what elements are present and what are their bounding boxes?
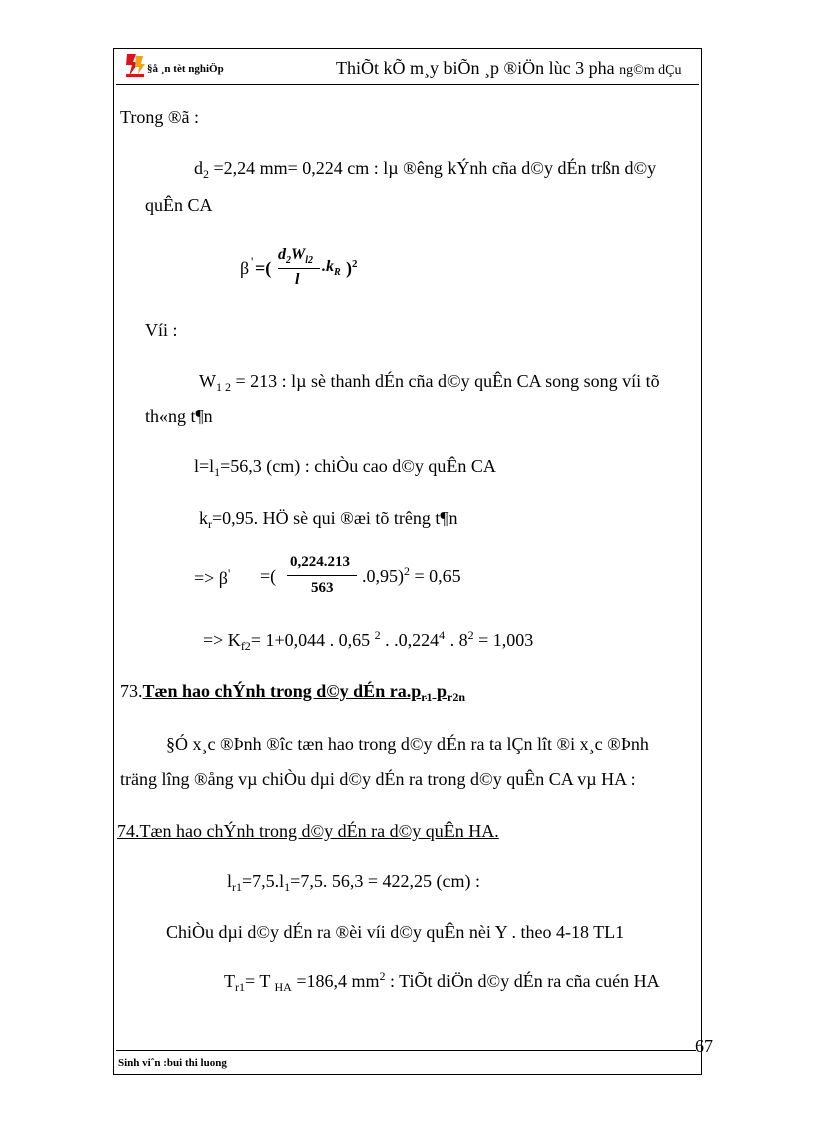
page-number: 67 [695,1036,713,1056]
header-title-small: ng©m dÇu [619,63,682,78]
header-left-text: §å ¸n tèt nghiÖp [147,63,224,75]
w-line-1: $W_{1 2} = 213$ : lµ sè thanh dÉn cña d©y quÊn CA song song víi tõ [199,371,660,394]
beta-close: )$^2$ [346,258,358,278]
school-logo-icon [124,52,146,78]
lr1-line: $l_{r1}=7,5.l_1=7,5$. 56,3 = 422,25 (cm) : [227,871,480,894]
d2-symbol: d [194,158,203,178]
beta-calc-tail: .0,95)$^2$ = 0,65 [362,564,461,586]
d2-sub: 2 [203,167,209,181]
beta-eq: =( [255,258,272,278]
trong-do-label: Trong ®ã : [120,107,200,127]
l-line: $l=l_1=56,3$ (cm) : chiÒu cao d©y quÊn CA [194,456,496,479]
d2-line-2: quÊn CA [145,195,213,215]
kr-line: $k_r=0,95$. HÖ sè qui ®æi tõ trêng t¶n [199,508,458,531]
beta-prime: ' [251,254,254,269]
section-74-heading: 74.Tæn hao chÝnh trong d©y dÉn ra d©y quÊn HA. [117,821,499,841]
beta-fraction-den: l [295,271,300,288]
section-73-heading: 73.Tæn hao chÝnh trong d©y dÉn $ra.p_{r1}$ $p_{r2n}$ [120,681,466,704]
header-title-main: ThiÕt kÕ m¸y biÕn ¸p ®iÖn lùc 3 pha [336,58,615,78]
para-1-line-1: §Ó x¸c ®Þnh ®îc tæn hao trong d©y dÉn ra ta lÇn lît ®i x¸c ®Þnh [166,734,649,754]
footer-rule [116,1050,696,1051]
beta-calc-den: 563 [311,580,334,596]
footer-student: Sinh viˆn :bui thi luong [118,1057,227,1069]
header-title [336,58,682,79]
chieu-dai-line: ChiÒu dµi d©y dÉn ra ®èi víi d©y quÊn nèi Y . theo 4-18 TL1 [166,922,625,942]
w-line-2: th«ng t¶n [145,406,213,426]
beta-calc-bar [287,575,357,576]
beta-k: $.k_R$ [322,258,341,278]
d2-text: =2,24 mm= 0,224 cm : lµ ®êng kÝnh cña d©y dÉn trßn d©y [209,158,657,178]
voi-label: Víi : [145,320,178,340]
header-rule [116,84,699,85]
beta-fraction-num: $d_2W_{l2}$ [278,246,314,266]
beta-calc-eq: =( [260,566,277,586]
para-1-line-2: träng lîng ®ång vµ chiÒu dµi d©y dÉn ra trong d©y quÊn CA vµ HA : [120,769,636,789]
d2-line-1 [194,157,656,179]
beta-symbol: β [240,258,250,278]
kf2-calc: => $K_{f2}= 1+0,044$ . 0,65 $^2$ . .0,224$^4$ . $8^2 = 1,003$ [203,628,534,653]
beta-calc-num: 0,224.213 [290,554,350,570]
tr1-line: $T_{r1}= T$ $_{HA}$ =186,4 $mm^2$ : TiÕt diÖn d©y dÉn ra cña cuén HA [224,969,660,994]
beta-fraction-bar [278,268,320,269]
beta-calc-lhs: => β' [194,566,231,588]
